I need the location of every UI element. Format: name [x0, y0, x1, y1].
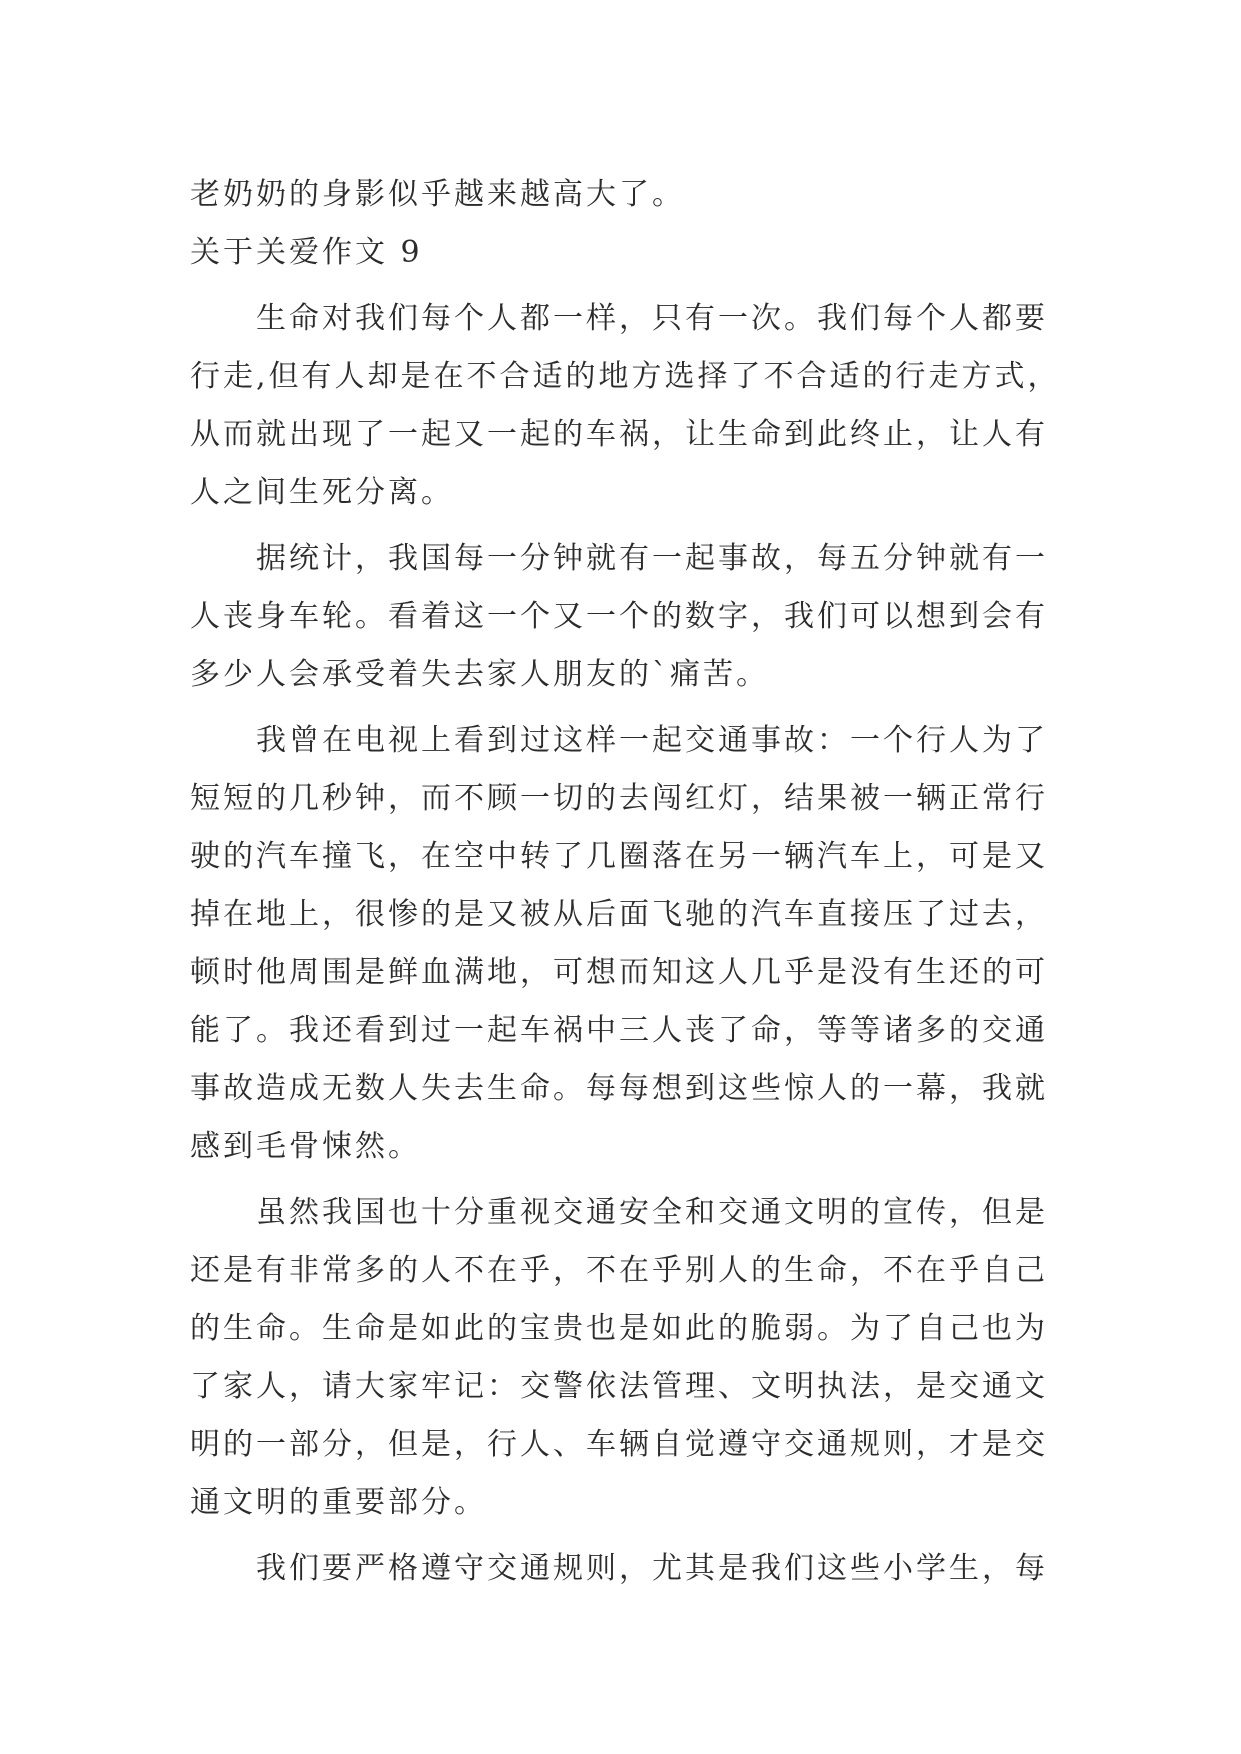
text-line: 还是有非常多的人不在乎，不在乎别人的生命，不在乎自己	[190, 1253, 1048, 1288]
text-line: 了家人，请大家牢记：交警依法管理、文明执法，是交通文	[190, 1369, 1048, 1404]
text-line: 老奶奶的身影似乎越来越高大了。	[190, 177, 685, 212]
text-line: 虽然我国也十分重视交通安全和交通文明的宣传，但是	[256, 1195, 1048, 1230]
text-line: 的生命。生命是如此的宝贵也是如此的脆弱。为了自己也为	[190, 1311, 1048, 1346]
text-line: 驶的汽车撞飞，在空中转了几圈落在另一辆汽车上，可是又	[190, 839, 1048, 874]
text-line: 我们要严格遵守交通规则，尤其是我们这些小学生，每	[256, 1551, 1048, 1586]
text-line: 我曾在电视上看到过这样一起交通事故：一个行人为了	[256, 723, 1048, 758]
text-line: 行走,但有人却是在不合适的地方选择了不合适的行走方式，	[190, 359, 1061, 394]
text-line: 通文明的重要部分。	[190, 1485, 487, 1520]
text-line: 明的一部分，但是，行人、车辆自觉遵守交通规则，才是交	[190, 1427, 1048, 1462]
text-line: 事故造成无数人失去生命。每每想到这些惊人的一幕，我就	[190, 1071, 1048, 1106]
document-body	[190, 166, 1070, 1598]
text-line: 能了。我还看到过一起车祸中三人丧了命，等等诸多的交通	[190, 1013, 1048, 1048]
text-line: 从而就出现了一起又一起的车祸，让生命到此终止，让人有	[190, 417, 1048, 452]
text-line: 顿时他周围是鲜血满地，可想而知这人几乎是没有生还的可	[190, 955, 1048, 990]
text-line: 生命对我们每个人都一样，只有一次。我们每个人都要	[256, 301, 1048, 336]
text-line: 掉在地上，很惨的是又被从后面飞驰的汽车直接压了过去，	[190, 897, 1048, 932]
text-line: 人丧身车轮。看着这一个又一个的数字，我们可以想到会有	[190, 599, 1048, 634]
text-line: 短短的几秒钟，而不顾一切的去闯红灯，结果被一辆正常行	[190, 781, 1048, 816]
text-line: 人之间生死分离。	[190, 475, 454, 510]
text-line: 感到毛骨悚然。	[190, 1129, 421, 1164]
text-line: 据统计，我国每一分钟就有一起事故，每五分钟就有一	[256, 541, 1048, 576]
text-line: 多少人会承受着失去家人朋友的`痛苦。	[190, 657, 769, 692]
section-title: 关于关爱作文 9	[190, 235, 423, 270]
